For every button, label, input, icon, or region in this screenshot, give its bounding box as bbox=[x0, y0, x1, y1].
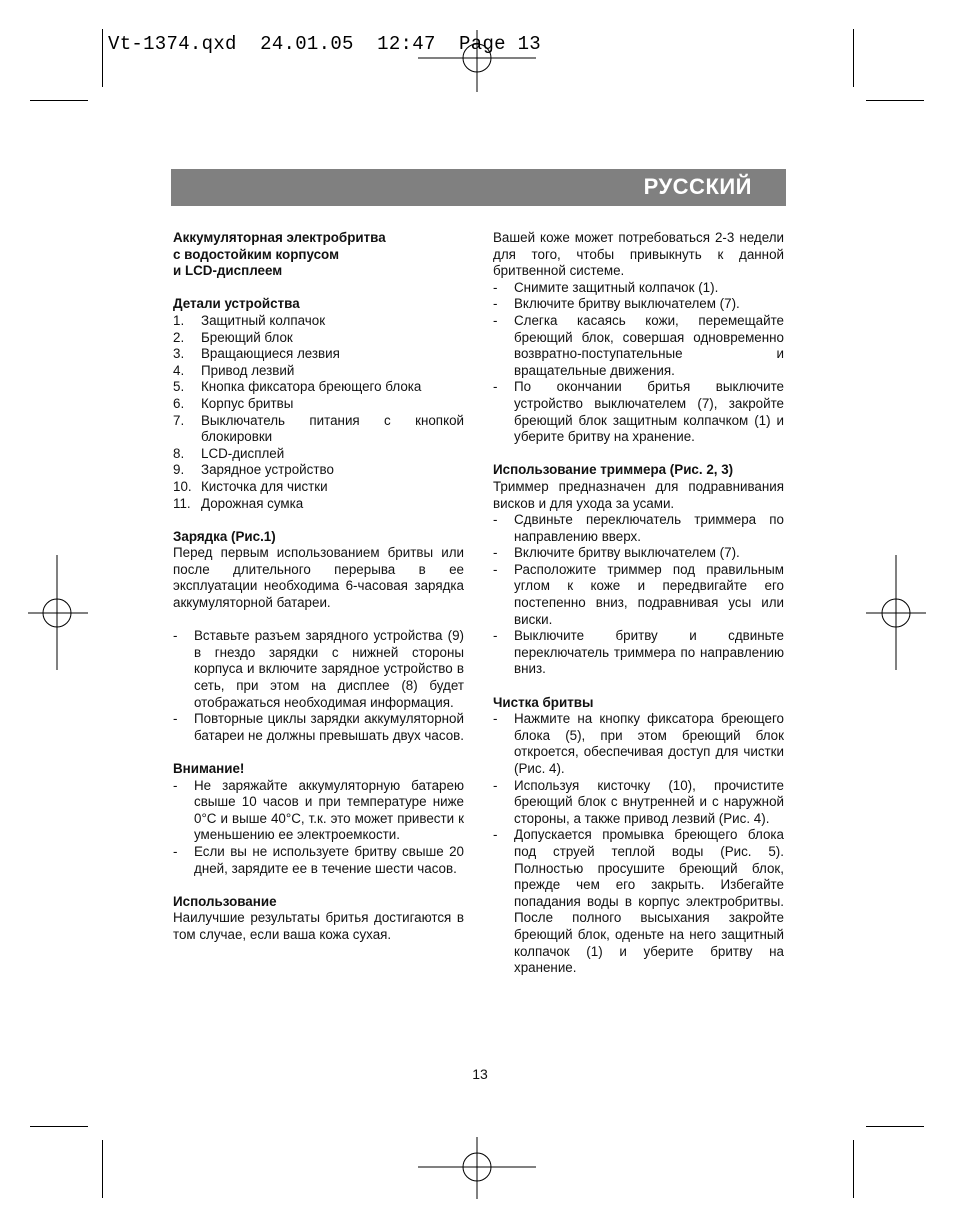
list-item bbox=[493, 628, 784, 678]
dash-marker: - bbox=[493, 279, 498, 295]
list-item bbox=[493, 512, 784, 545]
dash-marker: - bbox=[493, 777, 498, 793]
item-text: Включите бритву выключателем (7). bbox=[514, 545, 740, 561]
item-text: Если вы не используете бритву свыше 20 дней, зарядите ее в течение шести часов. bbox=[194, 843, 464, 876]
list-item bbox=[173, 462, 464, 479]
item-text: Бреющий блок bbox=[201, 329, 293, 345]
list-item bbox=[173, 628, 464, 711]
dash-marker: - bbox=[493, 545, 498, 561]
parts-heading: Детали устройства bbox=[173, 296, 300, 312]
dash-marker: - bbox=[173, 711, 178, 727]
list-item bbox=[173, 330, 464, 347]
crop-mark bbox=[102, 29, 103, 87]
dash-marker: - bbox=[493, 296, 498, 312]
dash-marker: - bbox=[493, 379, 498, 395]
list-item bbox=[173, 496, 464, 513]
list-item bbox=[173, 396, 464, 413]
item-number: 11. bbox=[173, 495, 191, 511]
charging-heading: Зарядка (Рис.1) bbox=[173, 528, 276, 544]
item-text: Вставьте разъем зарядного устройства (9) в гнездо зарядки с нижней стороны корпуса и включите зарядное устройство в сеть, при этом на дисплее (8) будет отображаться необходимая информация. bbox=[194, 628, 464, 710]
dash-marker: - bbox=[493, 628, 498, 644]
item-number: 3. bbox=[173, 346, 185, 362]
item-text: Сдвиньте переключатель триммера по направлению вверх. bbox=[514, 512, 784, 544]
list-item bbox=[493, 379, 784, 445]
crop-mark bbox=[30, 100, 88, 101]
dash-marker: - bbox=[493, 711, 498, 727]
registration-mark-icon bbox=[28, 555, 88, 670]
dash-marker: - bbox=[493, 312, 498, 328]
item-number: 4. bbox=[173, 362, 185, 378]
print-slug: Vt-1374.qxd 24.01.05 12:47 Page 13 bbox=[108, 33, 541, 55]
item-text: Вращающиеся лезвия bbox=[201, 346, 340, 362]
item-number: 7. bbox=[173, 412, 185, 428]
parts-list bbox=[173, 313, 464, 512]
product-title-line: Аккумуляторная электробритва bbox=[173, 230, 386, 245]
trimmer-heading: Использование триммера (Рис. 2, 3) bbox=[493, 462, 734, 478]
item-text: Включите бритву выключателем (7). bbox=[514, 296, 740, 312]
crop-mark bbox=[853, 1140, 854, 1198]
list-item bbox=[493, 711, 784, 777]
item-number: 10. bbox=[173, 478, 192, 494]
item-text: Расположите триммер под правильным углом к коже и передвигайте его постепенно вниз, подравнивая усы или виски. bbox=[514, 561, 784, 627]
list-item bbox=[173, 379, 464, 396]
crop-mark bbox=[102, 1140, 103, 1198]
list-item bbox=[173, 363, 464, 380]
item-number: 5. bbox=[173, 379, 185, 395]
item-text: Снимите защитный колпачок (1). bbox=[514, 279, 719, 295]
list-item bbox=[493, 545, 784, 562]
dash-marker: - bbox=[493, 827, 498, 843]
left-column bbox=[173, 230, 464, 944]
usage-text: Наилучшие результаты бритья достигаются в том случае, если ваша кожа сухая. bbox=[173, 910, 464, 942]
item-text: Используя кисточку (10), прочистите бреющий блок с внутренней и с наружной стороны, а также привод лезвий (Рис. 4). bbox=[514, 777, 784, 826]
item-number: 2. bbox=[173, 329, 185, 345]
crop-mark bbox=[853, 29, 854, 87]
charging-intro: Перед первым использованием бритвы или после длительного перерыва в ее эксплуатации необходима 6-часовая зарядка аккумуляторной батареи. bbox=[173, 545, 464, 611]
item-text: Привод лезвий bbox=[201, 362, 295, 378]
item-text: Выключите бритву и сдвиньте переключатель триммера по направлению вниз. bbox=[514, 628, 784, 677]
list-item bbox=[173, 479, 464, 496]
registration-mark-icon bbox=[418, 30, 536, 92]
item-text: Выключатель питания с кнопкой блокировки bbox=[201, 412, 464, 445]
list-item bbox=[493, 313, 784, 379]
list-item bbox=[493, 280, 784, 297]
dash-marker: - bbox=[493, 561, 498, 577]
usage-heading: Использование bbox=[173, 893, 277, 909]
item-text: Нажмите на кнопку фиксатора бреющего блока (5), при этом бреющий блок откроется, обеспечивая доступ для чистки (Рис. 4). bbox=[514, 711, 784, 776]
item-number: 6. bbox=[173, 395, 185, 411]
item-text: Зарядное устройство bbox=[201, 462, 334, 478]
item-text: LCD-дисплей bbox=[201, 445, 285, 461]
item-text: Повторные циклы зарядки аккумуляторной батареи не должны превышать двух часов. bbox=[194, 711, 464, 743]
item-number: 1. bbox=[173, 312, 185, 328]
item-number: 9. bbox=[173, 462, 185, 478]
usage-intro: Вашей коже может потребоваться 2-3 недели для того, чтобы привыкнуть к данной бритвенной системе. bbox=[493, 230, 784, 279]
crop-mark bbox=[866, 1126, 924, 1127]
dash-marker: - bbox=[173, 777, 178, 793]
item-text: Кнопка фиксатора бреющего блока bbox=[201, 379, 422, 395]
list-item bbox=[173, 844, 464, 877]
item-text: Защитный колпачок bbox=[201, 312, 326, 328]
page-number: 13 bbox=[472, 1066, 488, 1082]
item-text: Корпус бритвы bbox=[201, 395, 294, 411]
right-column bbox=[493, 230, 784, 977]
item-text: Допускается промывка бреющего блока под струей теплой воды (Рис. 5). Полностью просушите бреющий блок, прежде чем его закрыть. Избегайте попадания воды в корпус электробритвы. После полного высыхания закройте бреющий блок, оденьте на него защитный колпачок (1) и уберите бритву на хранение. bbox=[514, 827, 784, 976]
crop-mark bbox=[30, 1126, 88, 1127]
list-item bbox=[173, 313, 464, 330]
item-number: 8. bbox=[173, 445, 185, 461]
dash-marker: - bbox=[173, 843, 178, 859]
product-title-line: с водостойким корпусом bbox=[173, 246, 339, 262]
item-text: Слегка касаясь кожи, перемещайте бреющий блок, совершая одновременно возвратно-поступательные и вращательные движения. bbox=[514, 312, 784, 378]
item-text: Кисточка для чистки bbox=[201, 478, 328, 494]
registration-mark-icon bbox=[418, 1137, 536, 1199]
language-title: РУССКИЙ bbox=[643, 174, 752, 199]
list-item bbox=[173, 711, 464, 744]
attention-heading: Внимание! bbox=[173, 761, 245, 776]
cleaning-heading: Чистка бритвы bbox=[493, 694, 594, 710]
list-item bbox=[493, 562, 784, 628]
list-item bbox=[493, 778, 784, 828]
list-item bbox=[173, 413, 464, 446]
dash-marker: - bbox=[173, 628, 178, 644]
trimmer-intro: Триммер предназначен для подравнивания висков и для ухода за усами. bbox=[493, 478, 784, 511]
list-item bbox=[173, 346, 464, 363]
language-header-bar bbox=[171, 169, 786, 206]
product-title-line: и LCD-дисплеем bbox=[173, 263, 283, 279]
crop-mark bbox=[866, 100, 924, 101]
list-item bbox=[493, 827, 784, 976]
list-item bbox=[493, 296, 784, 313]
item-text: По окончании бритья выключите устройство выключателем (7), закройте бреющий блок защитным колпачком (1) и уберите бритву на хранение. bbox=[514, 379, 784, 445]
item-text: Не заряжайте аккумуляторную батарею свыше 10 часов и при температуре ниже 0°С и выше 40°С, т.к. это может привести к уменьшению ее электроемкости. bbox=[194, 777, 464, 843]
dash-marker: - bbox=[493, 512, 498, 528]
registration-mark-icon bbox=[866, 555, 926, 670]
list-item bbox=[173, 778, 464, 844]
list-item bbox=[173, 446, 464, 463]
item-text: Дорожная сумка bbox=[201, 495, 304, 511]
